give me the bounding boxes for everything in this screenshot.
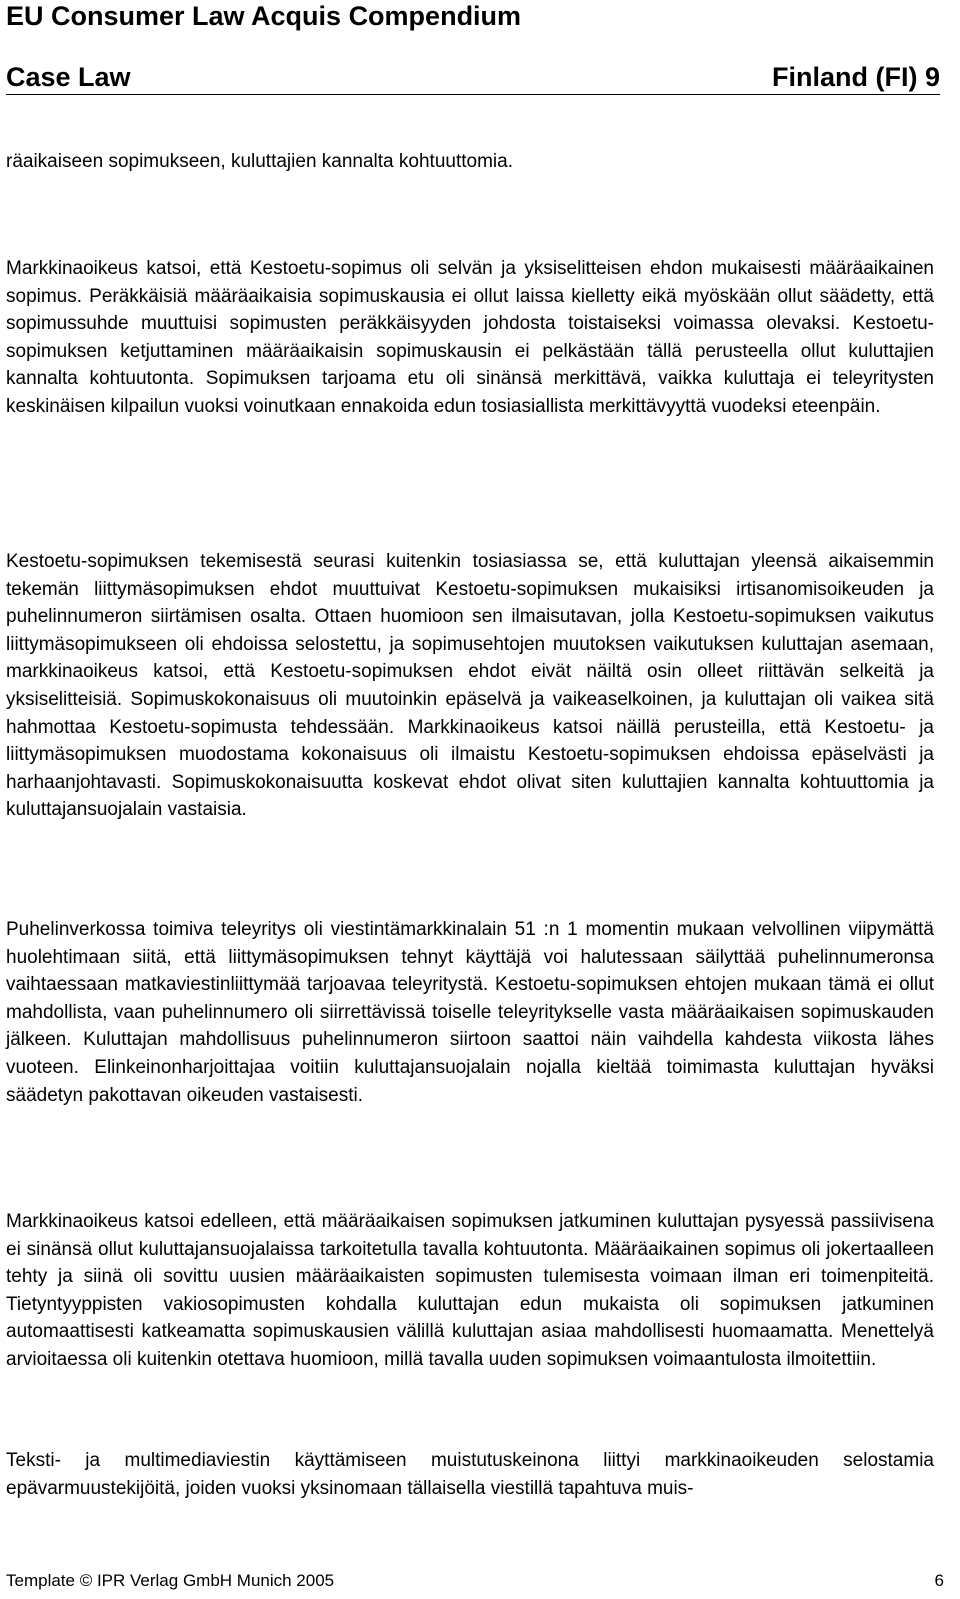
paragraph: Markkinaoikeus katsoi, että Kestoetu-sopimus oli selvän ja yksiselitteisen ehdon mukaisesti määräaikainen sopimus. Peräkkäisiä määräaikaisia sopimuskausia ei ollut laissa kielletty eikä myöskään ollut säädetty, että sopimussuhde muuttuisi sopimusten peräkkäisyyden johdosta toistaiseksi voimassa olevaksi. Kestoetu- sopimuksen ketjuttaminen määräaikaisin sopimuskausin ei pelkästään tällä perusteella ollut kuluttajien kannalta kohtuutonta. Sopimuksen tarjoama etu oli sinänsä merkittävä, vaikka kuluttaja ei teleyritysten keskinäisen kilpailun vuoksi voinutkaan ennakoida edun tosiasiallista merkittävyyttä vuodeksi eteenpäin.	[6, 258, 934, 417]
paragraph: räaikaiseen sopimukseen, kuluttajien kannalta kohtuuttomia.	[6, 151, 513, 172]
paragraph: Markkinaoikeus katsoi edelleen, että määräaikaisen sopimuksen jatkuminen kuluttajan pysyessä passiivisena ei sinänsä ollut kuluttajansuojalaissa tarkoitetulla tavalla kohtuutonta. Määräaikainen sopimus oli jokertaalleen tehty ja siinä oli sovittu uusien määräaikaisten sopimusten tulemisesta voimaan ilman eri toimenpiteitä. Tietyntyyppisten vakiosopimusten kohdalla kuluttajan edun mukaista oli sopimuksen jatkuminen automaattisesti katkeamatta sopimuskausien välillä kuluttajan asiaa mahdollisesti huomaamatta. Menettelyä arvioitaessa oli kuitenkin otettava huomioon, millä tavalla uuden sopimuksen voimaantulosta ilmoitettiin.	[6, 1211, 934, 1370]
paragraph: Teksti- ja multimediaviestin käyttämiseen muistutuskeinona liittyi markkinaoikeuden selostamia epävarmuustekijöitä, joiden vuoksi yksinomaan tällaisella viestillä tapahtuva muis-	[6, 1450, 934, 1499]
document-title: EU Consumer Law Acquis Compendium	[6, 1, 522, 31]
paragraph: Kestoetu-sopimuksen tekemisestä seurasi kuitenkin tosiasiassa se, että kuluttajan yleensä aikaisemmin tekemän liittymäsopimuksen ehdot muuttuivat Kestoetu-sopimuksen mukaisiksi irtisanomisoikeuden ja puhelinnumeron siirtämisen osalta. Ottaen huomioon sen ilmaisutavan, jolla Kestoetu-sopimuksen vaikutus liittymäsopimukseen oli ehdoissa selostettu, ja sopimusehtojen muutoksen vaikutuksen kuluttajan asemaan, markkinaoikeus katsoi, että Kestoetu-sopimuksen ehdot eivät näiltä osin olleet riittävän selkeitä ja yksiselitteisiä. Sopimuskokonaisuus oli muutoinkin epäselvä ja vaikeaselkoinen, ja kuluttajan oli vaikea sitä hahmottaa Kestoetu-sopimusta tehdessään. Markkinaoikeus katsoi näillä perusteilla, että Kestoetu- ja liittymäsopimuksen muodostama kokonaisuus oli ilmaistu Kestoetu-sopimuksen ehdoissa epäselvästi ja harhaanjohtavasti. Sopimuskokonaisuutta koskevat ehdot olivat siten kuluttajien kannalta kohtuuttomia ja kuluttajansuojalain vastaisia.	[6, 551, 934, 821]
page-header	[6, 60, 940, 95]
country-page-label: Finland (FI) 9	[772, 62, 940, 92]
page-number: 6	[934, 1571, 944, 1590]
page-footer	[6, 1570, 944, 1592]
paragraph: Puhelinverkossa toimiva teleyritys oli viestintämarkkinalain 51 :n 1 momentin mukaan velvollinen viipymättä huolehtimaan siitä, että liittymäsopimuksen tehnyt käyttäjä voi halutessaan säilyttää puhelinnumeronsa vaihtaessaan matkaviestinliittymää tarjoavaa teleyritystä. Kestoetu-sopimuksen ehtojen mukaan tämä ei ollut mahdollista, vaan puhelinnumero oli siirrettävissä toiselle teleyritykselle vasta määräaikaisen sopimuskauden jälkeen. Kuluttajan mahdollisuus puhelinnumeron siirtoon saattoi näin vaihdella kahdesta viikosta lähes vuoteen. Elinkeinonharjoittajaa voitiin kuluttajansuojalain nojalla kieltää toimimasta kuluttajan hyväksi säädetyn pakottavan oikeuden vastaisesti.	[6, 919, 934, 1106]
footer-template-notice: Template © IPR Verlag GmbH Munich 2005	[6, 1571, 335, 1590]
section-label: Case Law	[6, 62, 131, 92]
